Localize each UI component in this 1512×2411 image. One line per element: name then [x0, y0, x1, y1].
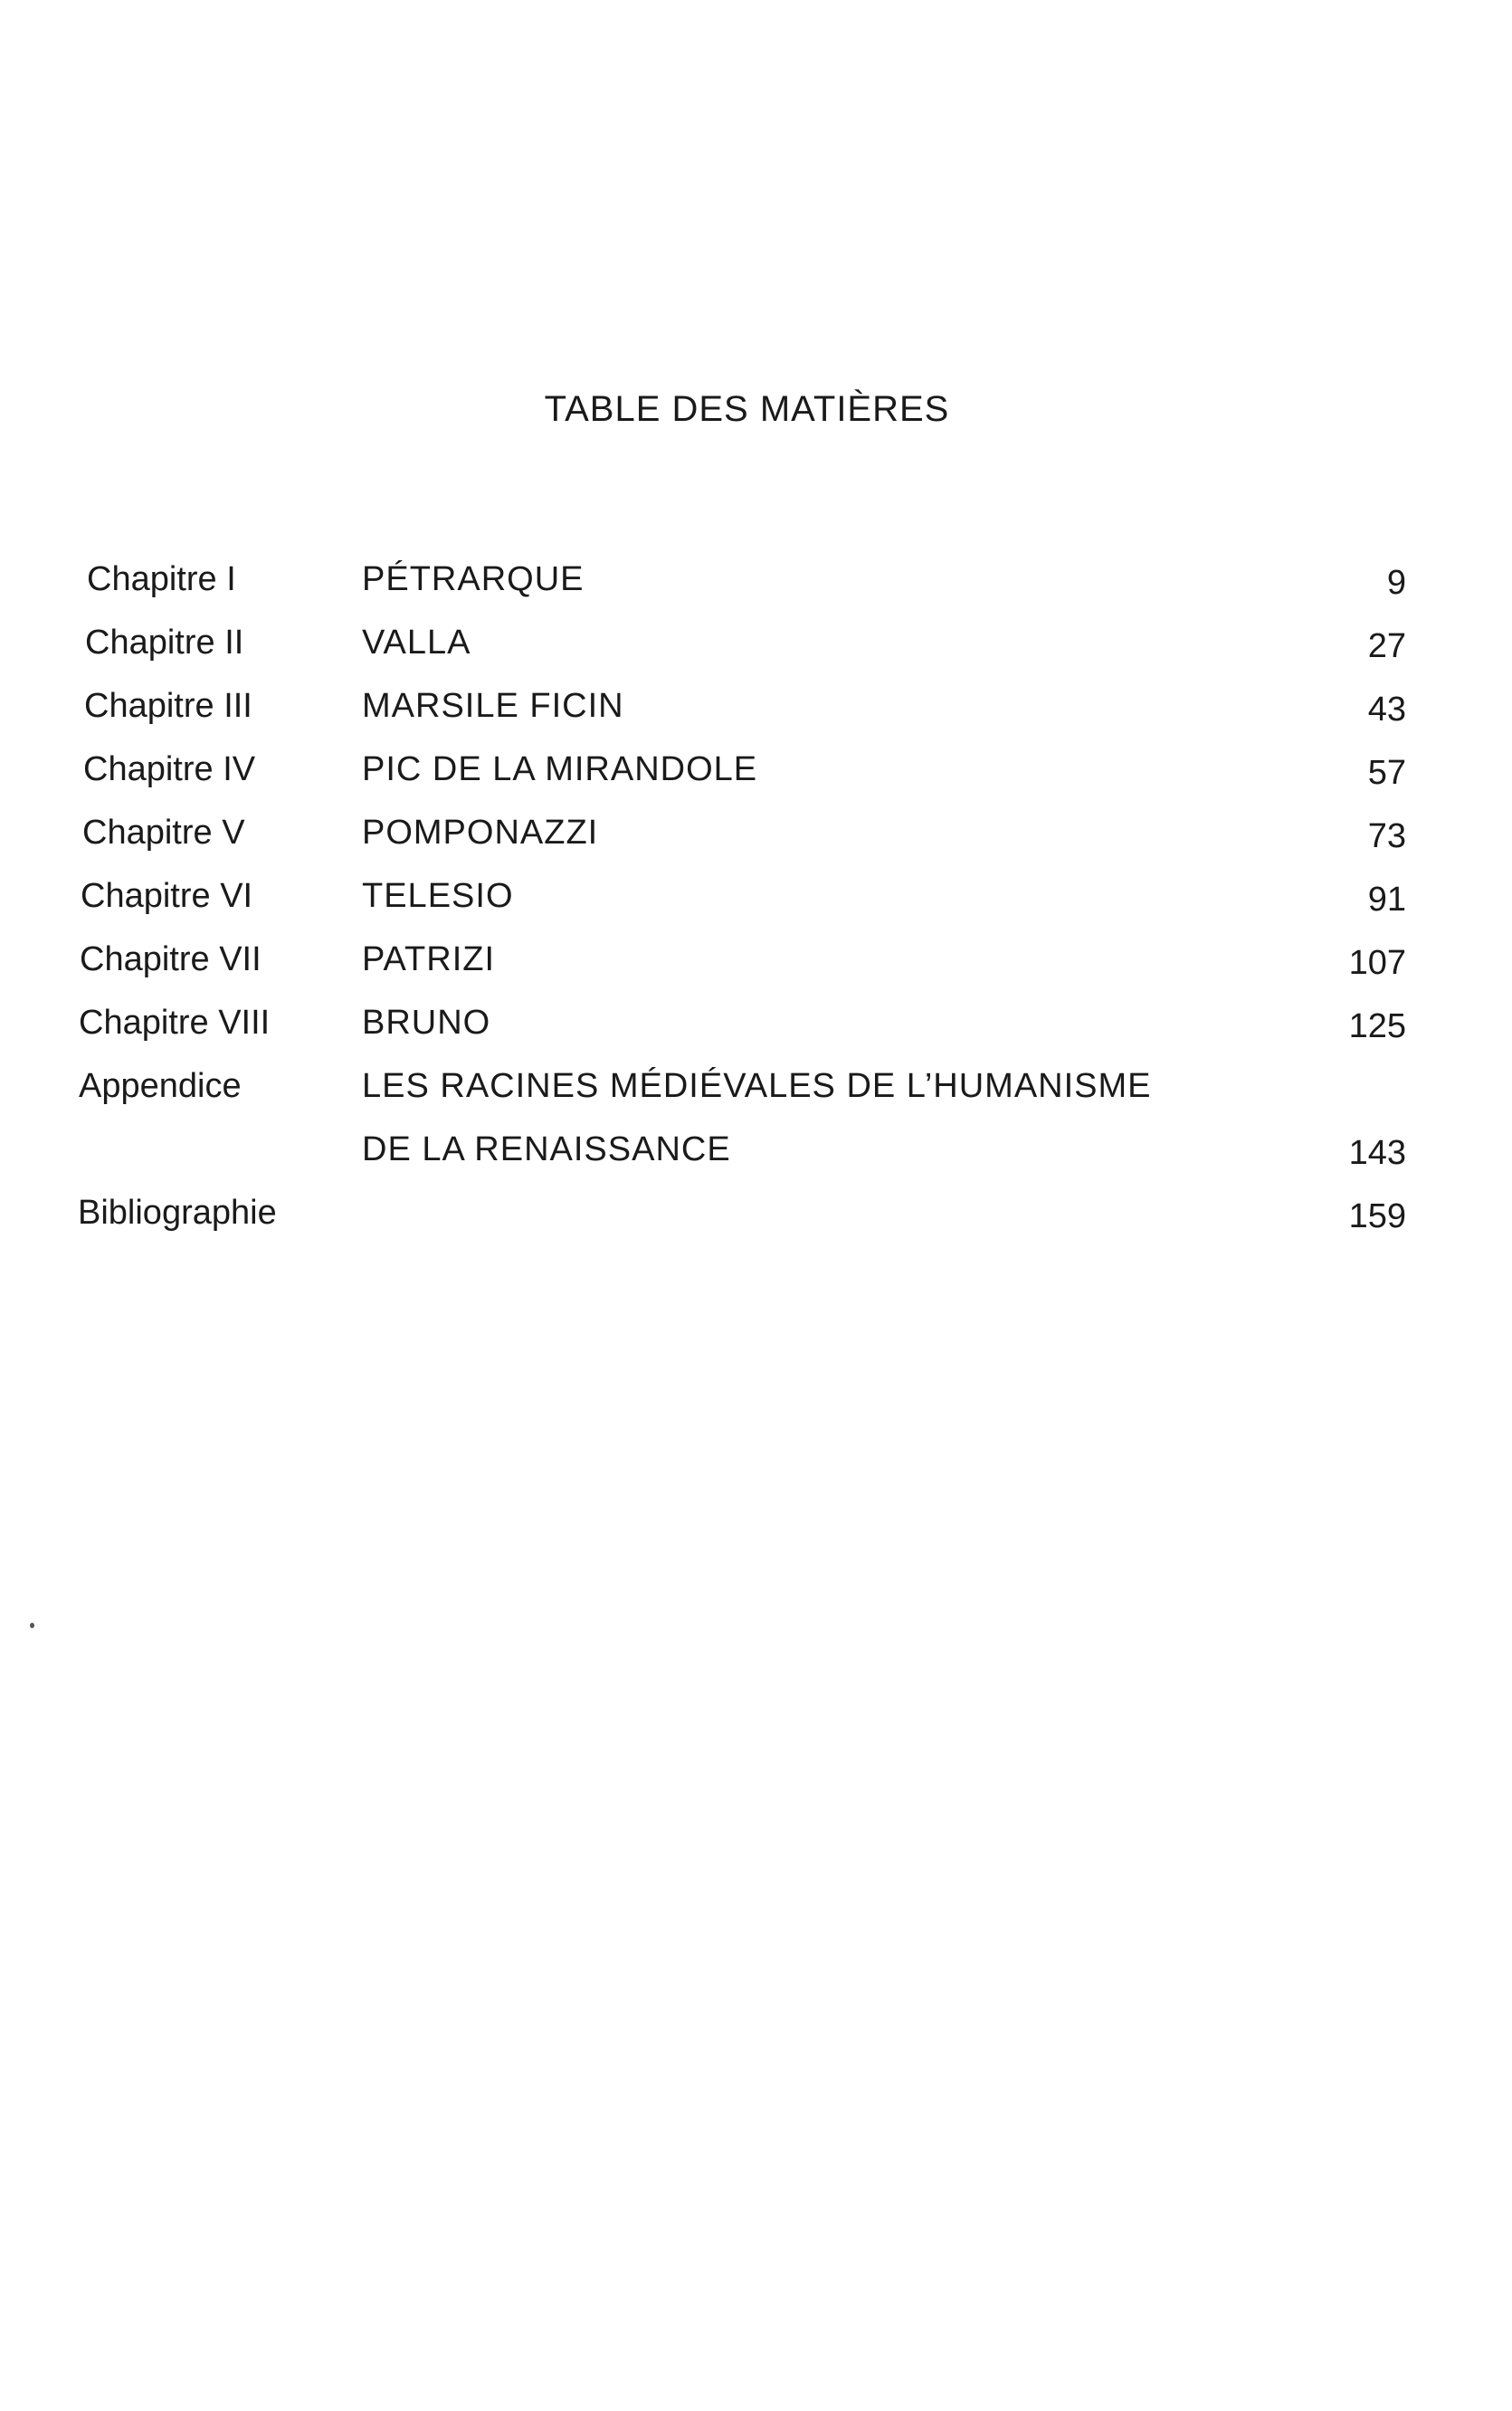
entry-title: BRUNO	[362, 1004, 491, 1042]
entry-label: Chapitre II	[85, 624, 244, 662]
entry-page-number: 125	[1348, 1007, 1406, 1045]
entry-label: Bibliographie	[78, 1194, 277, 1232]
entry-title: MARSILE FICIN	[362, 687, 624, 725]
entry-title-continued: DE LA RENAISSANCE	[362, 1130, 731, 1168]
entry-page-number: 27	[1367, 627, 1406, 665]
toc-entry-chapitre-8	[0, 997, 1512, 1048]
toc-entry-chapitre-3	[0, 681, 1512, 731]
toc-entry-chapitre-7	[0, 934, 1512, 985]
entry-page-number: 107	[1348, 944, 1406, 982]
toc-entry-chapitre-4	[0, 744, 1512, 795]
entry-page-number: 143	[1348, 1134, 1406, 1172]
entry-page-number: 43	[1367, 691, 1406, 729]
toc-entry-chapitre-6	[0, 871, 1512, 921]
entry-title: PÉTRARQUE	[362, 560, 585, 598]
toc-entry-chapitre-2	[0, 617, 1512, 668]
entry-label: Chapitre VI	[81, 877, 253, 915]
toc-entry-appendice-continued	[0, 1124, 1512, 1175]
entry-title: POMPONAZZI	[362, 814, 599, 852]
toc-entry-appendice	[0, 1061, 1512, 1111]
entry-title: VALLA	[362, 624, 471, 662]
entry-title: LES RACINES MÉDIÉVALES DE L’HUMANISME	[362, 1067, 1152, 1105]
entry-label: Appendice	[79, 1067, 242, 1105]
entry-label: Chapitre V	[82, 814, 245, 852]
entry-label: Chapitre VIII	[79, 1004, 271, 1042]
paper-speck	[30, 1623, 34, 1628]
toc-entry-chapitre-1	[0, 554, 1512, 605]
entry-title: PIC DE LA MIRANDOLE	[362, 750, 758, 788]
entry-label: Chapitre III	[84, 687, 252, 725]
entry-title: PATRIZI	[362, 940, 496, 978]
toc-entry-bibliographie	[0, 1187, 1512, 1238]
entry-page-number: 159	[1348, 1197, 1406, 1235]
entry-page-number: 9	[1386, 564, 1406, 602]
entry-page-number: 91	[1367, 881, 1406, 919]
entry-page-number: 73	[1367, 817, 1406, 855]
page-title: TABLE DES MATIÈRES	[544, 389, 950, 429]
entry-label: Chapitre VII	[80, 940, 262, 978]
entry-label: Chapitre IV	[83, 750, 256, 788]
entry-label: Chapitre I	[87, 560, 236, 598]
entry-title: TELESIO	[362, 877, 514, 915]
entry-page-number: 57	[1367, 754, 1406, 792]
toc-entry-chapitre-5	[0, 807, 1512, 858]
